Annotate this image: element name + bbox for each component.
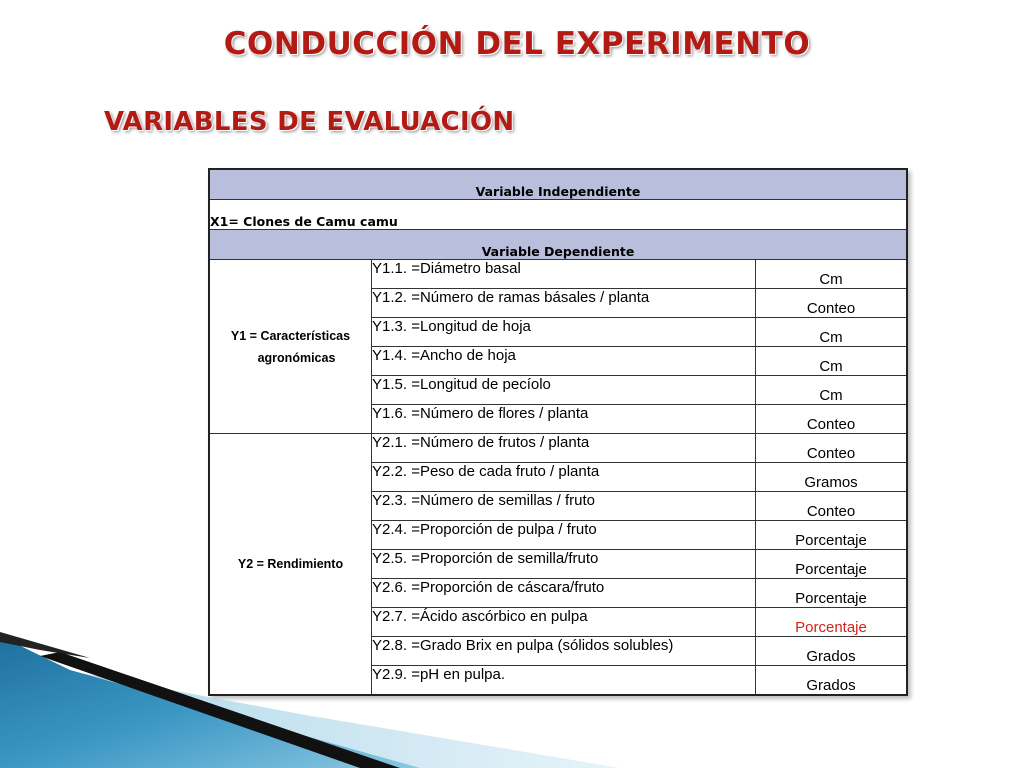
variable-cell: Y1.5. =Longitud de pecíolo (372, 376, 756, 405)
variable-cell: Y1.6. =Número de flores / planta (372, 405, 756, 434)
unit-cell: Conteo (756, 405, 908, 434)
unit-cell: Conteo (756, 289, 908, 318)
unit-cell: Cm (756, 376, 908, 405)
unit-cell: Porcentaje (756, 550, 908, 579)
independent-header: Variable Independiente (209, 169, 907, 200)
slide-title: CONDUCCIÓN DEL EXPERIMENTO (223, 26, 811, 62)
unit-cell: Gramos (756, 463, 908, 492)
dependent-header: Variable Dependiente (209, 230, 907, 260)
unit-cell: Conteo (756, 492, 908, 521)
dependent-header-row (209, 230, 907, 260)
variable-cell: Y2.8. =Grado Brix en pulpa (sólidos solubles) (372, 637, 756, 666)
slide-subtitle: VARIABLES DE EVALUACIÓN (104, 107, 515, 137)
unit-cell: Grados (756, 666, 908, 696)
variable-cell: Y2.7. =Ácido ascórbico en pulpa (372, 608, 756, 637)
variable-cell: Y2.4. =Proporción de pulpa / fruto (372, 521, 756, 550)
unit-cell: Porcentaje (756, 579, 908, 608)
variable-cell: Y2.5. =Proporción de semilla/fruto (372, 550, 756, 579)
variables-table (208, 168, 908, 696)
variable-cell: Y2.1. =Número de frutos / planta (372, 434, 756, 463)
group-y1-label (209, 260, 372, 434)
table-row (209, 260, 907, 289)
variable-cell: Y2.9. =pH en pulpa. (372, 666, 756, 696)
unit-cell: Grados (756, 637, 908, 666)
variable-cell: Y1.3. =Longitud de hoja (372, 318, 756, 347)
table-row (209, 434, 907, 463)
independent-header-row (209, 169, 907, 200)
variable-cell: Y2.6. =Proporción de cáscara/fruto (372, 579, 756, 608)
variable-cell: Y1.4. =Ancho de hoja (372, 347, 756, 376)
independent-value: X1= Clones de Camu camu (209, 200, 907, 230)
variable-cell: Y1.2. =Número de ramas básales / planta (372, 289, 756, 318)
variable-cell: Y2.2. =Peso de cada fruto / planta (372, 463, 756, 492)
unit-cell: Cm (756, 318, 908, 347)
independent-value-row (209, 200, 907, 230)
unit-cell: Conteo (756, 434, 908, 463)
variable-cell: Y1.1. =Diámetro basal (372, 260, 756, 289)
variable-cell: Y2.3. =Número de semillas / fruto (372, 492, 756, 521)
slide-corner-decoration (0, 628, 1024, 768)
group-y1-label-line1: Y1 = Características (230, 328, 351, 343)
group-y2-label: Y2 = Rendimiento (209, 434, 372, 696)
unit-cell-highlighted: Porcentaje (756, 608, 908, 637)
unit-cell: Porcentaje (756, 521, 908, 550)
group-y1-label-line2: agronómicas (257, 350, 336, 365)
unit-cell: Cm (756, 260, 908, 289)
unit-cell: Cm (756, 347, 908, 376)
